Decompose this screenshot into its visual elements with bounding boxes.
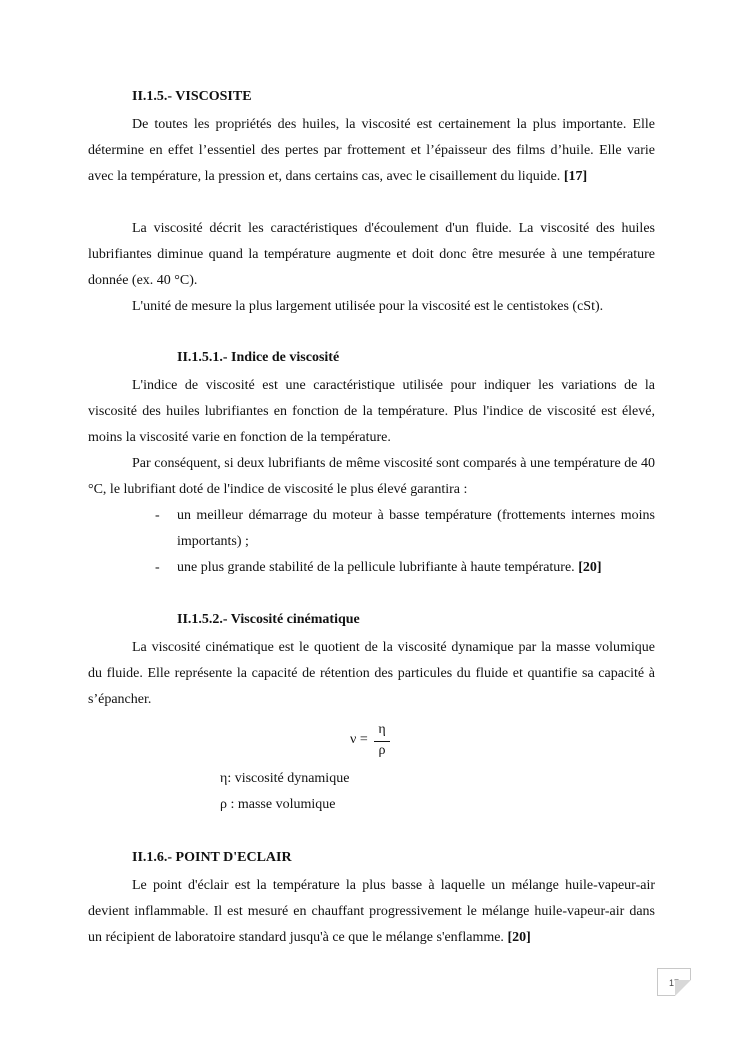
heading-viscosite-cinematique: II.1.5.2.- Viscosité cinématique [177, 612, 360, 627]
formula-lhs: ν = [350, 732, 368, 747]
paragraph-indice-2: Par conséquent, si deux lubrifiants de même viscosité sont comparés à une température de 40 °C, le lubrifiant doté de l'indice de viscosité le plus élevé garantira : [88, 456, 655, 497]
paragraph-viscosite-3: L'unité de mesure la plus largement utilisée pour la viscosité est le centistokes (cSt). [132, 299, 604, 314]
citation-ref: [20] [578, 560, 602, 575]
heading-point-eclair: II.1.6.- POINT D'ECLAIR [132, 850, 292, 865]
formula-denominator: ρ [378, 743, 386, 758]
list-item-text: une plus grande stabilité de la pellicule lubrifiante à haute température. [177, 560, 575, 575]
paragraph-viscosite-1 [88, 112, 655, 190]
citation-ref: [17] [563, 169, 588, 184]
paragraph-eclair-1 [88, 873, 655, 951]
paragraph-indice-1: L'indice de viscosité est une caractéristique utilisée pour indiquer les variations de la viscosité des huiles lubrifiantes en fonction de la température. Plus l'indice de viscosité est élevé, moins la viscosité varie en fonction de la température. [88, 378, 655, 445]
formula-kinematic-viscosity [350, 722, 400, 766]
bullet-marker: - [155, 508, 160, 523]
formula-legend-rho: ρ : masse volumique [220, 797, 336, 812]
list-item-text: un meilleur démarrage du moteur à basse température (frottements internes moins importants) ; [177, 508, 655, 549]
fraction-bar [374, 741, 390, 742]
formula-legend-eta: η: viscosité dynamique [220, 771, 350, 786]
page-number: 17 [668, 978, 679, 988]
page-curl-decoration [675, 980, 691, 996]
citation-ref: [20] [507, 930, 531, 945]
paragraph-text: Le point d'éclair est la température la plus basse à laquelle un mélange huile-vapeur-air devient inflammable. Il est mesuré en chauffant progressivement le mélange huile-vapeur-air dans un récipient de laboratoire standard jusqu'à ce que le mélange s'enflamme. [88, 878, 655, 945]
paragraph-viscosite-2: La viscosité décrit les caractéristiques d'écoulement d'un fluide. La viscosité des huiles lubrifiantes diminue quand la température augmente et doit donc être mesurée à une température donnée (ex. 40 °C). [88, 221, 655, 288]
list-item [155, 503, 655, 555]
paragraph-text: De toutes les propriétés des huiles, la viscosité est certainement la plus importante. Elle détermine en effet l’essentiel des pertes par frottement et l’épaisseur des films d’huile. Elle varie avec la température, la pression et, dans certains cas, avec le cisaillement du liquide. [88, 117, 655, 184]
bullet-list [155, 503, 655, 581]
page-number-box [657, 968, 691, 996]
formula-numerator: η [378, 722, 386, 737]
heading-viscosite: II.1.5.- VISCOSITE [132, 89, 252, 104]
list-item [155, 555, 655, 581]
heading-indice-viscosite: II.1.5.1.- Indice de viscosité [177, 350, 340, 365]
bullet-marker: - [155, 560, 160, 575]
paragraph-cinematique-1: La viscosité cinématique est le quotient de la viscosité dynamique par la masse volumique du fluide. Elle représente la capacité de rétention des particules du fluide et quantifie sa capacité à s’épancher. [88, 640, 655, 707]
